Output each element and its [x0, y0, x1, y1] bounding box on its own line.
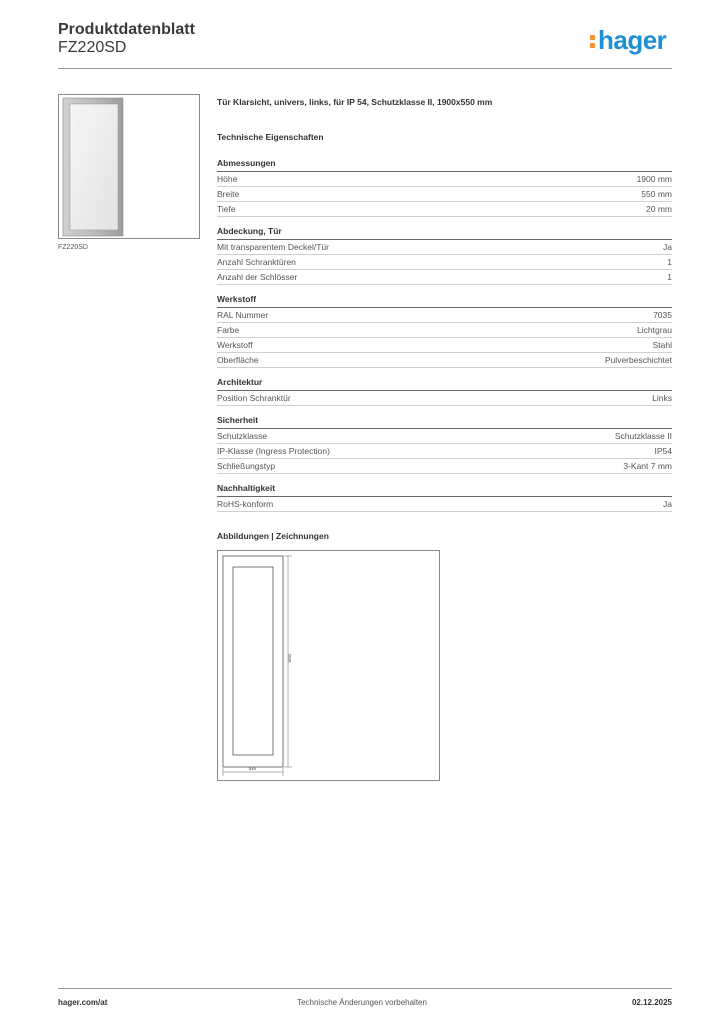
spec-label: Anzahl der Schlösser — [217, 272, 298, 282]
spec-label: Breite — [217, 189, 240, 199]
technical-heading: Technische Eigenschaften — [217, 132, 324, 142]
spec-value: Stahl — [652, 340, 672, 350]
spec-label: Mit transparentem Deckel/Tür — [217, 242, 329, 252]
group-title: Architektur — [217, 377, 672, 391]
group-title: Werkstoff — [217, 294, 672, 308]
door-illustration — [59, 95, 199, 238]
spec-value: 20 mm — [646, 204, 672, 214]
spec-value: 1900 mm — [636, 174, 672, 184]
spec-value: 550 mm — [641, 189, 672, 199]
spec-row — [217, 240, 672, 255]
hager-logo[interactable] — [590, 25, 674, 57]
spec-group-sicherheit — [217, 415, 672, 474]
spec-label: Werkstoff — [217, 340, 253, 350]
spec-value: 1 — [667, 272, 672, 282]
footer-note: Technische Änderungen vorbehalten — [297, 998, 427, 1007]
footer-website-link[interactable]: hager.com/at — [58, 998, 108, 1007]
drawings-heading: Abbildungen | Zeichnungen — [217, 531, 329, 541]
spec-label: Schutzklasse — [217, 431, 268, 441]
spec-label: Höhe — [217, 174, 238, 184]
spec-row — [217, 338, 672, 353]
width-dimension: 548 — [249, 766, 256, 771]
spec-value: Links — [652, 393, 672, 403]
product-image — [58, 94, 200, 239]
spec-row — [217, 497, 672, 512]
group-title: Abdeckung, Tür — [217, 226, 672, 240]
spec-label: IP-Klasse (Ingress Protection) — [217, 446, 330, 456]
spec-row — [217, 187, 672, 202]
spec-label: Oberfläche — [217, 355, 259, 365]
spec-row — [217, 270, 672, 285]
header-divider — [58, 68, 672, 69]
spec-row — [217, 391, 672, 406]
group-title: Nachhaltigkeit — [217, 483, 672, 497]
technical-drawing — [217, 550, 440, 781]
spec-row — [217, 255, 672, 270]
door-drawing — [218, 551, 439, 780]
height-dimension: 1890 — [287, 654, 292, 663]
spec-value: Schutzklasse II — [614, 431, 672, 441]
spec-value: Lichtgrau — [637, 325, 672, 335]
spec-label: Tiefe — [217, 204, 236, 214]
spec-row — [217, 308, 672, 323]
product-code: FZ220SD — [58, 39, 127, 56]
spec-row — [217, 459, 672, 474]
spec-row — [217, 444, 672, 459]
spec-label: RoHS-konform — [217, 499, 274, 509]
spec-label: Anzahl Schranktüren — [217, 257, 296, 267]
spec-row — [217, 353, 672, 368]
logo-dot-top — [590, 35, 595, 40]
spec-row — [217, 202, 672, 217]
image-caption: FZ220SD — [58, 244, 88, 251]
spec-group-werkstoff — [217, 294, 672, 368]
spec-row — [217, 172, 672, 187]
spec-group-abdeckung — [217, 226, 672, 285]
spec-value: IP54 — [654, 446, 672, 456]
footer-date: 02.12.2025 — [631, 998, 672, 1007]
spec-value: 1 — [667, 257, 672, 267]
spec-group-abmessungen — [217, 158, 672, 217]
spec-value: Ja — [663, 242, 672, 252]
spec-row — [217, 323, 672, 338]
group-title: Sicherheit — [217, 415, 672, 429]
logo-wordmark: hager — [598, 25, 667, 55]
spec-value: 7035 — [653, 310, 672, 320]
logo-dot-bottom — [590, 43, 595, 48]
page-title: Produktdatenblatt — [58, 21, 195, 38]
spec-value: Pulverbeschichtet — [604, 355, 672, 365]
footer-divider — [58, 988, 672, 989]
spec-label: Schließungstyp — [217, 461, 276, 471]
spec-label: RAL Nummer — [217, 310, 269, 320]
specifications — [217, 97, 672, 521]
spec-row — [217, 429, 672, 444]
spec-label: Position Schranktür — [217, 393, 291, 403]
spec-label: Farbe — [217, 325, 240, 335]
spec-value: Ja — [663, 499, 672, 509]
group-title: Abmessungen — [217, 158, 672, 172]
spec-value: 3-Kant 7 mm — [623, 461, 672, 471]
product-description: Tür Klarsicht, univers, links, für IP 54, Schutzklasse II, 1900x550 mm — [217, 97, 493, 107]
spec-group-architektur — [217, 377, 672, 406]
spec-group-nachhaltigkeit — [217, 483, 672, 512]
